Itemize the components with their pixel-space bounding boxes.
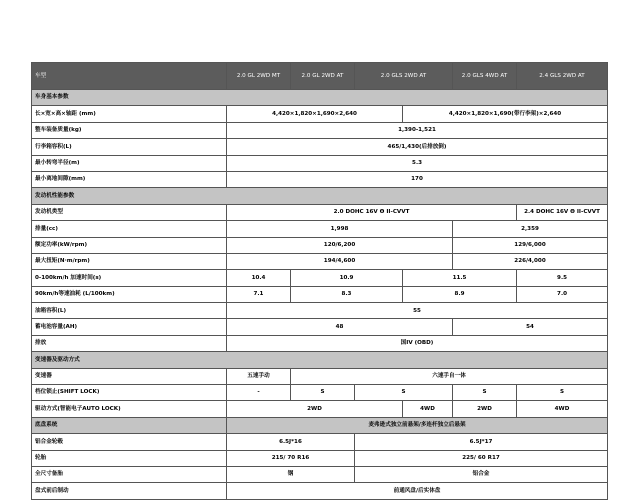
cell-value: 铝合金 [355, 466, 608, 482]
row-label: 最大扭矩(N·m/rpm) [32, 253, 227, 269]
cell-value: 5.3 [227, 155, 608, 171]
table-row [32, 466, 608, 482]
header-model-1: 2.0 GL 2WD MT [227, 63, 291, 90]
cell-value: 2,359 [453, 221, 608, 237]
section-header [32, 417, 608, 433]
row-label: 整车装备质量(kg) [32, 122, 227, 138]
table-row [32, 319, 608, 335]
table-row [32, 434, 608, 450]
row-label: 行李箱容积(L) [32, 139, 227, 155]
cell-value: 六速手自一体 [291, 368, 608, 384]
cell-value: 6.5J*17 [355, 434, 608, 450]
table-row [32, 286, 608, 302]
spec-table [31, 62, 608, 500]
header-model-3: 2.0 GLS 2WD AT [355, 63, 453, 90]
cell-value: 4WD [517, 401, 608, 417]
table-row [32, 204, 608, 220]
table-row [32, 385, 608, 401]
cell-value: 120/6,200 [227, 237, 453, 253]
row-label: 额定功率(kW/rpm) [32, 237, 227, 253]
table-row [32, 237, 608, 253]
section-title-body: 车身基本参数 [32, 90, 608, 106]
row-label: 变速器 [32, 368, 227, 384]
cell-value: 194/4,600 [227, 253, 453, 269]
section-header [32, 352, 608, 368]
row-label: 90km/h等速油耗 (L/100km) [32, 286, 227, 302]
table-header-row [32, 63, 608, 90]
table-row [32, 401, 608, 417]
table-row [32, 270, 608, 286]
cell-value: 215/ 70 R16 [227, 450, 355, 466]
header-model-4: 2.0 GLS 4WD AT [453, 63, 517, 90]
cell-value: 前通风盘/后实体盘 [227, 483, 608, 499]
row-label: 发动机类型 [32, 204, 227, 220]
table-row [32, 221, 608, 237]
table-row [32, 483, 608, 499]
table-row [32, 171, 608, 187]
cell-value: 10.9 [291, 270, 403, 286]
cell-value: 225/ 60 R17 [355, 450, 608, 466]
cell-value: 226/4,000 [453, 253, 608, 269]
cell-value: 1,998 [227, 221, 453, 237]
cell-value: 170 [227, 171, 608, 187]
cell-value: S [291, 385, 355, 401]
table-row [32, 450, 608, 466]
cell-value: 10.4 [227, 270, 291, 286]
section-title-chassis: 底盘系统 [32, 417, 227, 433]
cell-value: 48 [227, 319, 453, 335]
header-model-2: 2.0 GL 2WD AT [291, 63, 355, 90]
section-header [32, 188, 608, 204]
cell-value: 9.5 [517, 270, 608, 286]
cell-value: 4WD [403, 401, 453, 417]
cell-value: 8.9 [403, 286, 517, 302]
table-row [32, 303, 608, 319]
cell-value: - [227, 385, 291, 401]
header-label: 车型 [32, 63, 227, 90]
row-label: 排量(cc) [32, 221, 227, 237]
cell-value: 54 [453, 319, 608, 335]
row-label: 排放 [32, 335, 227, 351]
row-label: 盘式前后制动 [32, 483, 227, 499]
cell-value: 五速手动 [227, 368, 291, 384]
cell-value: 7.1 [227, 286, 291, 302]
row-label: 驱动方式(智能电子AUTO LOCK) [32, 401, 227, 417]
cell-value: S [517, 385, 608, 401]
cell-value: 7.0 [517, 286, 608, 302]
cell-value: 4,420×1,820×1,690(带行李架)×2,640 [403, 106, 608, 122]
cell-value: S [355, 385, 453, 401]
cell-value: 129/6,000 [453, 237, 608, 253]
section-header [32, 90, 608, 106]
cell-value: 1,390-1,521 [227, 122, 608, 138]
suspension-value: 麦弗逊式独立前悬架/多连杆独立后悬架 [227, 417, 608, 433]
table-row [32, 253, 608, 269]
cell-value: 4,420×1,820×1,690×2,640 [227, 106, 403, 122]
table-row [32, 122, 608, 138]
table-row [32, 106, 608, 122]
row-label: 铝合金轮毂 [32, 434, 227, 450]
table-row [32, 335, 608, 351]
row-label: 0-100km/h 加速时间(s) [32, 270, 227, 286]
cell-value: 2WD [453, 401, 517, 417]
row-label: 长×宽×高×轴距 (mm) [32, 106, 227, 122]
cell-value: 465/1,430(后排放倒) [227, 139, 608, 155]
section-title-transmission: 变速器及驱动方式 [32, 352, 608, 368]
cell-value: 2WD [227, 401, 403, 417]
cell-value: 国IV (OBD) [227, 335, 608, 351]
row-label: 最小离地间隙(mm) [32, 171, 227, 187]
table-row [32, 368, 608, 384]
row-label: 最小转弯半径(m) [32, 155, 227, 171]
row-label: 轮胎 [32, 450, 227, 466]
section-title-engine: 发动机性能参数 [32, 188, 608, 204]
cell-value: 8.3 [291, 286, 403, 302]
row-label: 油箱容积(L) [32, 303, 227, 319]
cell-value: 6.5J*16 [227, 434, 355, 450]
table-row [32, 155, 608, 171]
table-row [32, 139, 608, 155]
row-label: 全尺寸备胎 [32, 466, 227, 482]
row-label: 蓄电池容量(AH) [32, 319, 227, 335]
cell-value: 11.5 [403, 270, 517, 286]
cell-value: 钢 [227, 466, 355, 482]
cell-value: 2.0 DOHC 16V Θ II-CVVT [227, 204, 517, 220]
row-label: 档位锁止(SHIFT LOCK) [32, 385, 227, 401]
cell-value: S [453, 385, 517, 401]
cell-value: 55 [227, 303, 608, 319]
header-model-5: 2.4 GLS 2WD AT [517, 63, 608, 90]
cell-value: 2.4 DOHC 16V Θ II-CVVT [517, 204, 608, 220]
